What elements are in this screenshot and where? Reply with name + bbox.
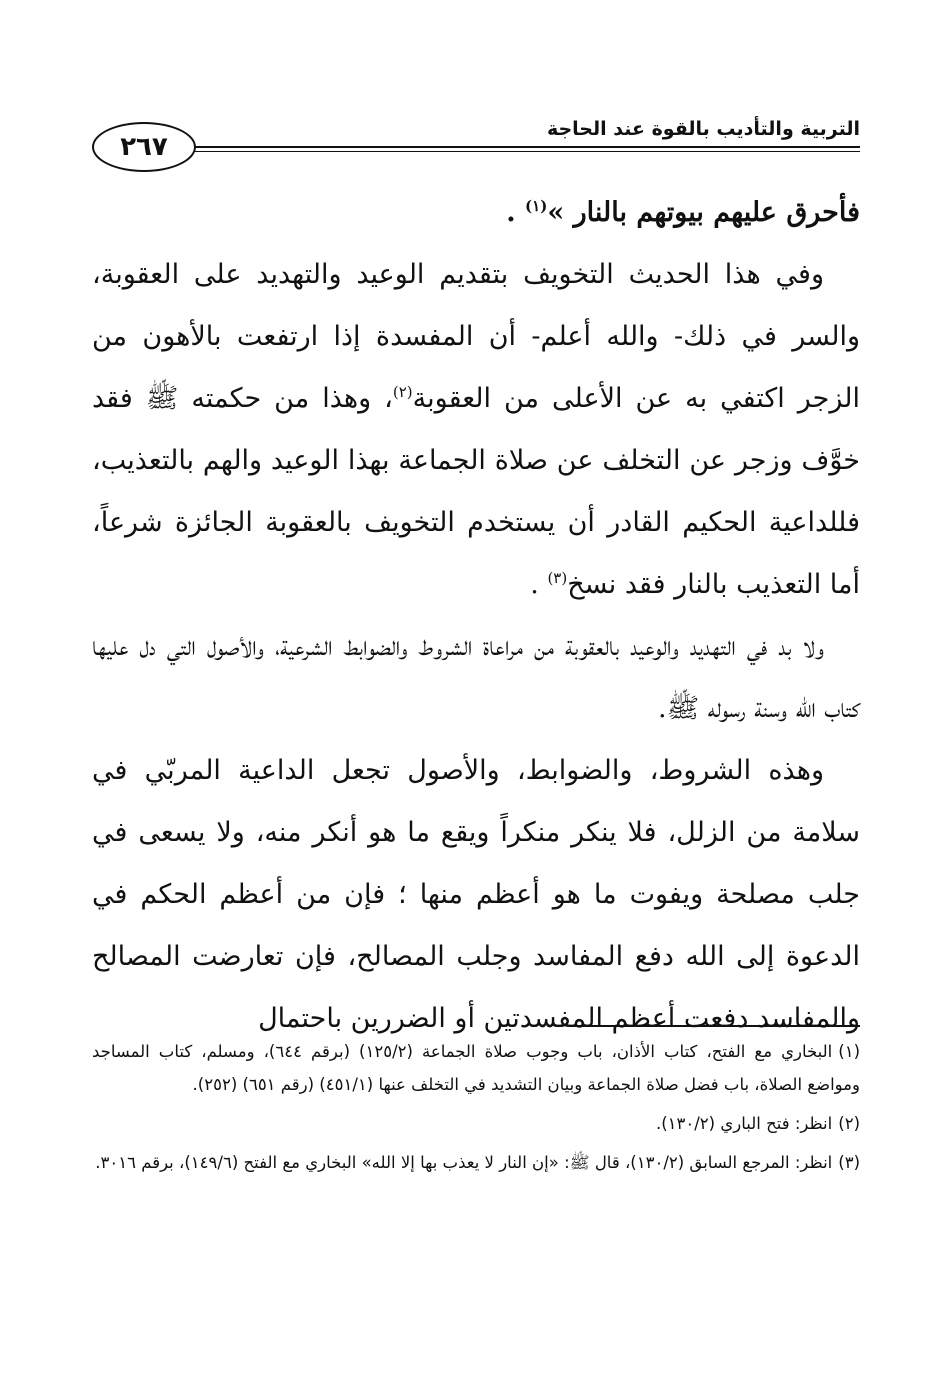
footnote-3 (92, 1146, 860, 1179)
opening-text: فأحرق عليهم بيوتهم بالنار » (547, 197, 860, 228)
page-number: ٢٦٧ (92, 122, 196, 172)
footnotes (92, 1035, 860, 1185)
paragraph-3: وهذه الشروط، والضوابط، والأصول تجعل الداعية المربّي في سلامة من الزلل، فلا ينكر منكراً ويقع ما هو أنكر منه، ولا يسعى في جلب مصلحة ويفوت ما هو أعظم منها ؛ فإن من أعظم الحكم في الدعوة إلى الله دفع المفاسد وجلب المصالح، فإن تعارضت المصالح والمفاسد دفعت أعظم المفسدتين أو الضررين باحتمال (92, 755, 860, 1034)
paragraph-opening (92, 182, 860, 244)
footnote-1 (92, 1035, 860, 1101)
footnote-ref-2[interactable]: (٢) (392, 383, 413, 401)
footnote-ref-3[interactable]: (٣) (547, 569, 568, 587)
footnote-2 (92, 1107, 860, 1140)
paragraph-1-end: . (530, 569, 539, 600)
header-rule-thin (182, 151, 860, 152)
running-title: التربية والتأديب بالقوة عند الحاجة (546, 118, 860, 140)
opening-end: . (506, 197, 516, 228)
footnote-2-number: (٢) (838, 1114, 860, 1133)
paragraph-1-part-a: وفي هذا الحديث التخويف بتقديم الوعيد والتهديد على العقوبة، والسر في ذلك- والله أعلم- أن المفسدة إذا ارتفعت بالأهون من الزجر اكتفي به عن الأعلى من العقوبة (92, 259, 861, 414)
footnote-separator (572, 1025, 860, 1027)
paragraph-1 (92, 244, 860, 616)
running-header (92, 108, 860, 176)
footnote-1-text: البخاري مع الفتح، كتاب الأذان، باب وجوب صلاة الجماعة (١٢٥/٢) (برقم ٦٤٤)، ومسلم، كتاب المساجد ومواضع الصلاة، باب فضل صلاة الجماعة وبيان التشديد في التخلف عنها (٤٥١/١) (رقم ٦٥١) (٢٥٢). (92, 1042, 860, 1094)
footnote-2-text: انظر: فتح الباري (١٣٠/٢). (655, 1114, 833, 1133)
footnote-1-number: (١) (838, 1042, 860, 1061)
footnote-3-text: انظر: المرجع السابق (١٣٠/٢)، قال ﷺ: «إن النار لا يعذب بها إلا الله» البخاري مع الفتح (١٤٩/٦)، برقم ٣٠١٦. (95, 1153, 833, 1172)
paragraph-1-part-b: ، وهذا من حكمته ﷺ فقد خوَّف وزجر عن التخلف عن صلاة الجماعة بهذا الوعيد والهم بالتعذيب، فللداعية الحكيم القادر أن يستخدم التخويف بالعقوبة الجائزة شرعاً، أما التعذيب بالنار فقد نسخ (92, 383, 860, 600)
footnote-3-number: (٣) (838, 1153, 860, 1172)
paragraph-2: ولا بد في التهديد والوعيد بالعقوبة من مراعاة الشروط والضوابط الشرعية، والأصول التي دل عليها كتاب الله وسنة رسوله ﷺ. (92, 631, 860, 724)
footnote-ref-1[interactable]: (١) (525, 197, 548, 215)
main-text (92, 182, 860, 1050)
header-rule (182, 146, 860, 148)
